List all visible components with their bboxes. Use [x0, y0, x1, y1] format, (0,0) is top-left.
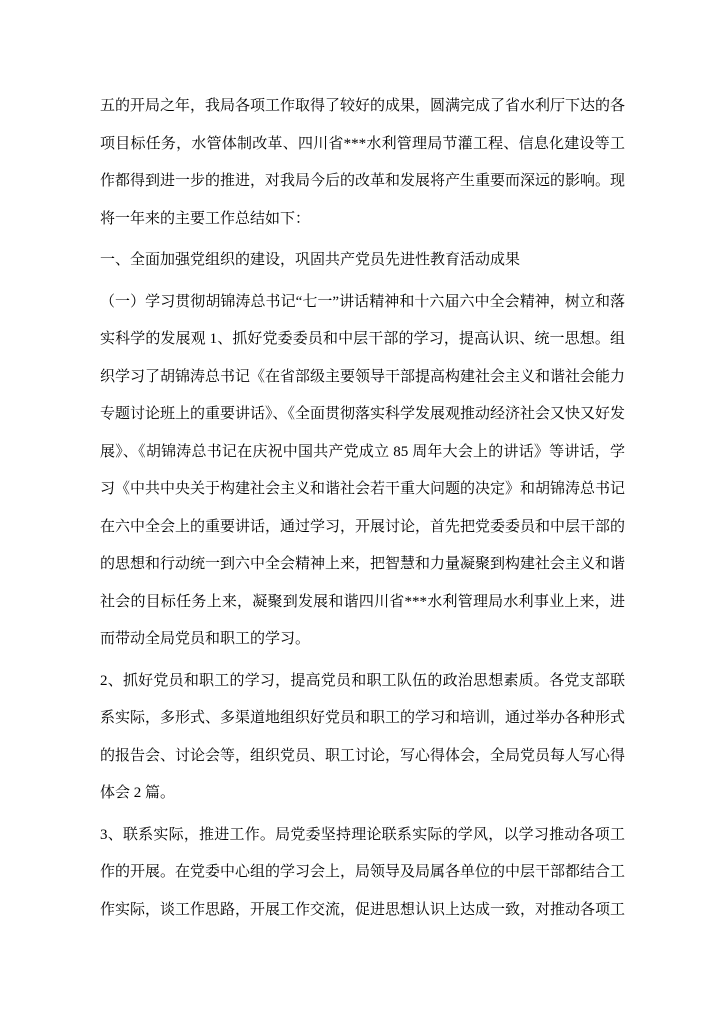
paragraph-section-heading: 一、全面加强党组织的建设，巩固共产党员先进性教育活动成果: [100, 252, 521, 268]
paragraph-point-2: 2、抓好党员和职工的学习，提高党员和职工队伍的政治思想素质。各党支部联系实际，多形式、多渠道地组织好党员和职工的学习和培训，通过举办各种形式的报告会、讨论会等，组织党员、职工讨论，写心得体会，全局党员每人写心得体会 2 篇。: [100, 672, 626, 801]
paragraph-intro: 五的开局之年，我局各项工作取得了较好的成果，圆满完成了省水利厅下达的各项目标任务，水管体制改革、四川省***水利管理局节灌工程、信息化建设等工作都得到进一步的推进，对我局今后的改革和发展将产生重要而深远的影响。现将一年来的主要工作总结如下：: [100, 98, 626, 227]
document-body: [100, 88, 625, 933]
paragraph-point-3: 3、联系实际，推进工作。局党委坚持理论联系实际的学风，以学习推动各项工作的开展。在党委中心组的学习会上，局领导及局属各单位的中层干部都结合工作实际，谈工作思路，开展工作交流，促进思想认识上达成一致，对推动各项工: [100, 826, 626, 918]
paragraph-subsection-1: （一）学习贯彻胡锦涛总书记“七一”讲话精神和十六届六中全会精神，树立和落实科学的发展观 1、抓好党委委员和中层干部的学习，提高认识、统一思想。组织学习了胡锦涛总书记《在省部级主要领导干部提高构建社会主义和谐社会能力专题讨论班上的重要讲话》、《全面贯彻落实科学发展观推动经济社会又快又好发展》、《胡锦涛总书记在庆祝中国共产党成立 85 周年大会上的讲话》等讲话，学习《中共中央关于构建社会主义和谐社会若干重大问题的决定》和胡锦涛总书记在六中全会上的重要讲话，通过学习，开展讨论，首先把党委委员和中层干部的的思想和行动统一到六中全会精神上来，把智慧和力量凝聚到构建社会主义和谐社会的目标任务上来，凝聚到发展和谐四川省***水利管理局水利事业上来，进而带动全局党员和职工的学习。: [100, 293, 626, 647]
